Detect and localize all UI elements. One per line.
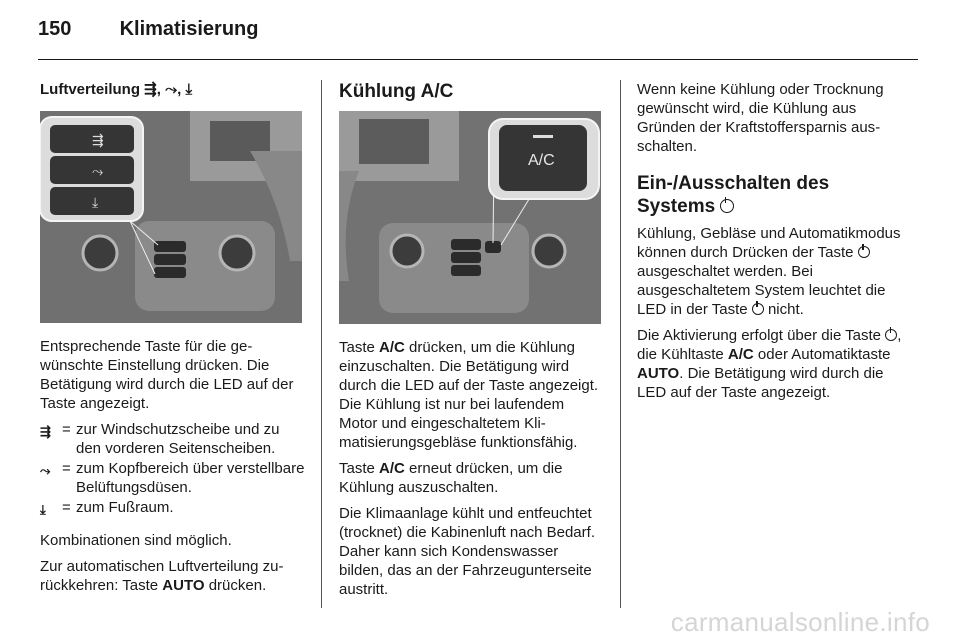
air-distribution-definitions — [40, 420, 306, 519]
auto-label: AUTO — [162, 577, 205, 594]
left-paragraph-2: Kombinationen sind möglich. — [40, 532, 232, 549]
column-divider-2 — [620, 80, 621, 608]
text-span: oder Automatiktaste — [753, 346, 891, 363]
text-span: , die Kühltaste — [637, 327, 902, 363]
subheading-text: Luftverteilung — [40, 81, 140, 98]
ac-heading: Kühlung A/C — [339, 81, 454, 102]
text-span: Taste — [339, 339, 380, 356]
text-span: drücken, um die Kühlung einzuschalten. Die Betätigung wird durch die LED auf der Taste angezeigt. Die Kühlung ist nur bei laufendem Motor und eingeschaltetem Klimatisierungsgebläse funktionsfähig. — [339, 339, 599, 451]
ac-photo — [339, 111, 601, 324]
windshield-airflow-icon: ⇶ — [40, 424, 51, 439]
left-paragraph-3 — [40, 557, 306, 595]
windshield-airflow-icon: ⇶ — [144, 81, 157, 98]
auto-label: AUTO — [637, 365, 680, 382]
footwell-airflow-icon: ⤓ — [185, 81, 193, 98]
air-distribution-subheading: Luftverteilung ⇶, ⤳, ⤓ — [40, 81, 193, 98]
right-column — [637, 80, 903, 409]
middle-paragraph-3: Die Klimaanlage kühlt und entfeuchtet (trocknet) die Kabinenluft nach Bedarf. Daher kann sich Kondenswasser bilden, das an der Fahrzeugunterseite austritt. — [339, 505, 595, 598]
text-span: drücken. — [204, 577, 267, 594]
text-span: erneut drücken, um die Kühlung auszuschalten. — [339, 460, 563, 496]
definition-equals: = — [62, 460, 71, 477]
header-rule — [38, 59, 918, 60]
power-icon — [752, 303, 764, 315]
ac-dashboard-illustration — [339, 111, 601, 324]
middle-column — [339, 80, 605, 606]
text-span: Die Aktivierung erfolgt über die Taste — [637, 327, 886, 344]
definition-text: zur Windschutzscheibe und zu den vorderen Seitenscheiben. — [76, 421, 280, 457]
power-icon — [885, 329, 897, 341]
definition-text: zum Fußraum. — [76, 499, 174, 516]
page-number: 150 — [38, 18, 72, 40]
svg-text:⇶: ⇶ — [92, 133, 104, 149]
middle-paragraph-1 — [339, 338, 605, 452]
text-span: ausgeschaltet werden. Bei ausgeschaltetem System leuchtet die LED in der Taste — [637, 263, 886, 318]
text-span: . Die Betätigung wird durch die LED auf der Taste angezeigt. — [637, 365, 884, 401]
page-title: Klimatisierung — [119, 18, 259, 40]
right-paragraph-3 — [637, 326, 903, 402]
right-paragraph-1: Wenn keine Kühlung oder Trocknung gewünscht wird, die Kühlung aus Gründen der Kraftstoffersparnis ausschalten. — [637, 81, 884, 155]
head-airflow-icon: ⤳ — [40, 463, 51, 478]
right-paragraph-2 — [637, 224, 903, 319]
left-column — [40, 80, 306, 602]
on-off-heading — [637, 172, 903, 218]
air-distribution-photo — [40, 111, 302, 323]
dashboard-illustration — [40, 111, 302, 323]
middle-paragraph-2 — [339, 459, 605, 497]
text-span: Zur automatischen Luftverteilung zurückkehren: Taste — [40, 558, 284, 594]
svg-text:⤓: ⤓ — [92, 195, 99, 211]
head-airflow-icon: ⤳ — [165, 81, 178, 98]
text-span: nicht. — [763, 301, 804, 318]
watermark: carmanualsonline.info — [670, 607, 930, 637]
column-divider-1 — [321, 80, 322, 608]
footwell-airflow-icon: ⤓ — [40, 502, 46, 517]
svg-text:⤳: ⤳ — [92, 164, 104, 180]
power-icon — [720, 199, 734, 213]
ac-button-label: A/C — [528, 152, 555, 169]
definition-equals: = — [62, 421, 71, 438]
text-span: Taste — [339, 460, 380, 477]
ac-label: A/C — [379, 339, 405, 356]
text-span: Kühlung, Gebläse und Automatikmodus können durch Drücken der Taste — [637, 225, 901, 261]
ac-label: A/C — [727, 346, 754, 363]
definition-text: zum Kopfbereich über verstellbare Belüftungsdüsen. — [76, 460, 305, 496]
definition-equals: = — [62, 499, 71, 516]
page-header — [38, 18, 258, 41]
left-paragraph-1: Entsprechende Taste für die gewünschte Einstellung drücken. Die Betätigung wird durch die LED auf der Taste angezeigt. — [40, 338, 294, 412]
ac-label: A/C — [379, 460, 405, 477]
power-icon — [858, 246, 870, 258]
heading-text: Ein-/Ausschalten des Systems — [637, 173, 830, 217]
